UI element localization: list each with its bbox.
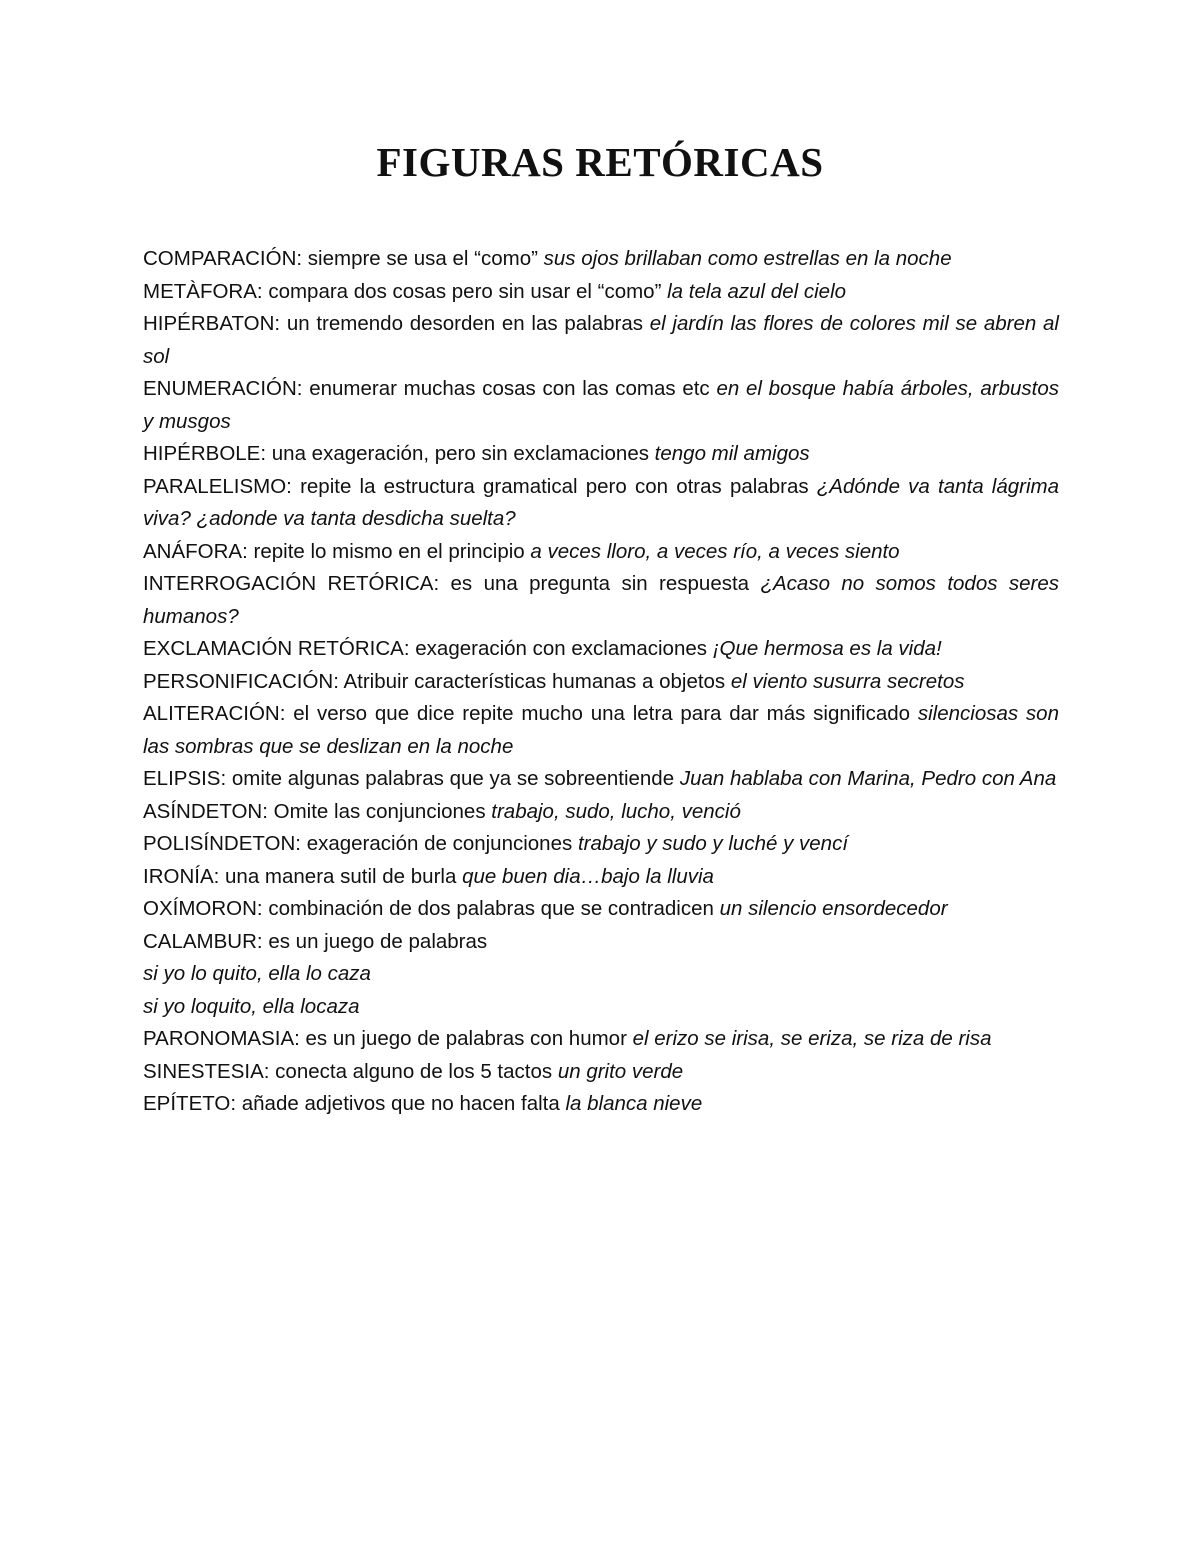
term: ELIPSIS bbox=[143, 767, 221, 790]
term: EXCLAMACIÓN RETÓRICA bbox=[143, 637, 404, 660]
definition: añade adjetivos que no hacen falta bbox=[241, 1092, 560, 1115]
term: PERSONIFICACIÓN bbox=[143, 669, 334, 693]
definition: una manera sutil de burla bbox=[225, 864, 457, 888]
definition: enumerar muchas cosas con las comas etc bbox=[309, 377, 710, 400]
list-item: POLISÍNDETON: exageración de conjunciones trabajo y sudo y luché y vencí bbox=[143, 832, 849, 855]
example: el jardín las flores de colores mil se abren al sol bbox=[143, 312, 1059, 368]
definition: combinación de dos palabras que se contradicen bbox=[268, 897, 714, 920]
example: sus ojos brillaban como estrellas en la noche bbox=[543, 247, 952, 270]
term: ENUMERACIÓN bbox=[143, 377, 297, 400]
term: SINESTESIA bbox=[143, 1059, 264, 1083]
term: ALITERACIÓN bbox=[143, 702, 280, 725]
page-title: FIGURAS RETÓRICAS bbox=[376, 139, 824, 185]
example: ¡Que hermosa es la vida! bbox=[712, 637, 942, 660]
calambur-example-line: si yo lo quito, ella lo caza bbox=[143, 962, 371, 985]
list-item: PERSONIFICACIÓN: Atribuir características humanas a objetos el viento susurra secretos bbox=[143, 669, 965, 693]
list-item: ENUMERACIÓN: enumerar muchas cosas con las comas etc en el bosque había árboles, arbustos y musgos bbox=[143, 377, 1059, 433]
definition: un tremendo desorden en las palabras bbox=[286, 312, 644, 335]
example: un silencio ensordecedor bbox=[719, 897, 948, 920]
definition: repite lo mismo en el principio bbox=[253, 539, 525, 563]
term: IRONÍA bbox=[143, 864, 214, 888]
definition: omite algunas palabras que ya se sobreentiende bbox=[231, 767, 675, 790]
definition: conecta alguno de los 5 tactos bbox=[275, 1059, 553, 1083]
list-item: PARALELISMO: repite la estructura gramatical pero con otras palabras ¿Adónde va tanta lágrima viva? ¿adonde va tanta desdicha suelta? bbox=[143, 474, 1059, 530]
example: a veces lloro, a veces río, a veces siento bbox=[530, 539, 900, 563]
example: el viento susurra secretos bbox=[730, 669, 965, 693]
term: CALAMBUR bbox=[143, 929, 257, 953]
example: la blanca nieve bbox=[565, 1092, 703, 1115]
definition: es un juego de palabras con humor bbox=[305, 1027, 627, 1050]
list-item: SINESTESIA: conecta alguno de los 5 tactos un grito verde bbox=[143, 1059, 684, 1083]
list-item: HIPÉRBOLE: una exageración, pero sin exclamaciones tengo mil amigos bbox=[143, 442, 810, 465]
definition: una exageración, pero sin exclamaciones bbox=[271, 442, 649, 465]
example: el erizo se irisa, se eriza, se riza de risa bbox=[632, 1027, 992, 1050]
definition: el verso que dice repite mucho una letra para dar más significado bbox=[293, 702, 911, 725]
definition: compara dos cosas pero sin usar el “como” bbox=[268, 279, 662, 303]
calambur-example-line: si yo loquito, ella locaza bbox=[143, 994, 360, 1018]
list-item: COMPARACIÓN: siempre se usa el “como” sus ojos brillaban como estrellas en la noche bbox=[143, 247, 952, 270]
definition: es una pregunta sin respuesta bbox=[450, 572, 750, 595]
list-item: EXCLAMACIÓN RETÓRICA: exageración con exclamaciones ¡Que hermosa es la vida! bbox=[143, 637, 942, 660]
term: HIPÉRBATON bbox=[143, 312, 275, 335]
term: METÀFORA bbox=[143, 279, 257, 303]
example: ¿Acaso no somos todos seres humanos? bbox=[143, 572, 1059, 628]
list-item: HIPÉRBATON: un tremendo desorden en las palabras el jardín las flores de colores mil se abren al sol bbox=[143, 312, 1059, 368]
term: PARONOMASIA bbox=[143, 1027, 295, 1050]
example: trabajo, sudo, lucho, venció bbox=[491, 799, 741, 823]
term: HIPÉRBOLE bbox=[143, 442, 261, 465]
example: ¿Adónde va tanta lágrima viva? ¿adonde va tanta desdicha suelta? bbox=[143, 474, 1059, 530]
definition: exageración de conjunciones bbox=[306, 832, 573, 855]
term: ANÁFORA bbox=[143, 539, 243, 563]
example: silenciosas son las sombras que se deslizan en la noche bbox=[143, 702, 1059, 758]
figures-list bbox=[143, 243, 1059, 1121]
definition: Omite las conjunciones bbox=[273, 799, 486, 823]
term: PARALELISMO bbox=[143, 474, 287, 498]
term: OXÍMORON bbox=[143, 897, 257, 920]
definition: repite la estructura gramatical pero con otras palabras bbox=[300, 474, 809, 498]
example: en el bosque había árboles, arbustos y musgos bbox=[143, 377, 1059, 433]
list-item: CALAMBUR: es un juego de palabras bbox=[143, 929, 488, 953]
list-item: METÀFORA: compara dos cosas pero sin usar el “como” la tela azul del cielo bbox=[143, 279, 847, 303]
example: la tela azul del cielo bbox=[667, 279, 847, 303]
term: INTERROGACIÓN RETÓRICA bbox=[143, 572, 434, 595]
example: que buen dia…bajo la lluvia bbox=[462, 864, 714, 888]
list-item: IRONÍA: una manera sutil de burla que buen dia…bajo la lluvia bbox=[143, 864, 714, 888]
term: POLISÍNDETON bbox=[143, 832, 296, 855]
example: un grito verde bbox=[557, 1059, 684, 1083]
definition: Atribuir características humanas a objetos bbox=[343, 669, 726, 693]
list-item: ASÍNDETON: Omite las conjunciones trabajo, sudo, lucho, venció bbox=[143, 799, 741, 823]
list-item: ELIPSIS: omite algunas palabras que ya se sobreentiende Juan hablaba con Marina, Pedro con Ana bbox=[143, 767, 1057, 790]
list-item: OXÍMORON: combinación de dos palabras que se contradicen un silencio ensordecedor bbox=[143, 897, 948, 920]
example: tengo mil amigos bbox=[654, 442, 810, 465]
definition: exageración con exclamaciones bbox=[415, 637, 707, 660]
term: ASÍNDETON bbox=[143, 799, 263, 823]
list-item: EPÍTETO: añade adjetivos que no hacen falta la blanca nieve bbox=[143, 1092, 703, 1115]
list-item: INTERROGACIÓN RETÓRICA: es una pregunta sin respuesta ¿Acaso no somos todos seres humanos? bbox=[143, 572, 1059, 628]
term: COMPARACIÓN bbox=[143, 247, 297, 270]
example: trabajo y sudo y luché y vencí bbox=[577, 832, 849, 855]
example: Juan hablaba con Marina, Pedro con Ana bbox=[679, 767, 1057, 790]
list-item: ALITERACIÓN: el verso que dice repite mucho una letra para dar más significado silenciosas son las sombras que se deslizan en la noche bbox=[143, 702, 1059, 758]
list-item: ANÁFORA: repite lo mismo en el principio a veces lloro, a veces río, a veces siento bbox=[143, 539, 900, 563]
term: EPÍTETO bbox=[143, 1092, 231, 1115]
definition: es un juego de palabras bbox=[268, 929, 488, 953]
definition: siempre se usa el “como” bbox=[307, 247, 538, 270]
list-item: PARONOMASIA: es un juego de palabras con humor el erizo se irisa, se eriza, se riza de risa bbox=[143, 1027, 992, 1050]
